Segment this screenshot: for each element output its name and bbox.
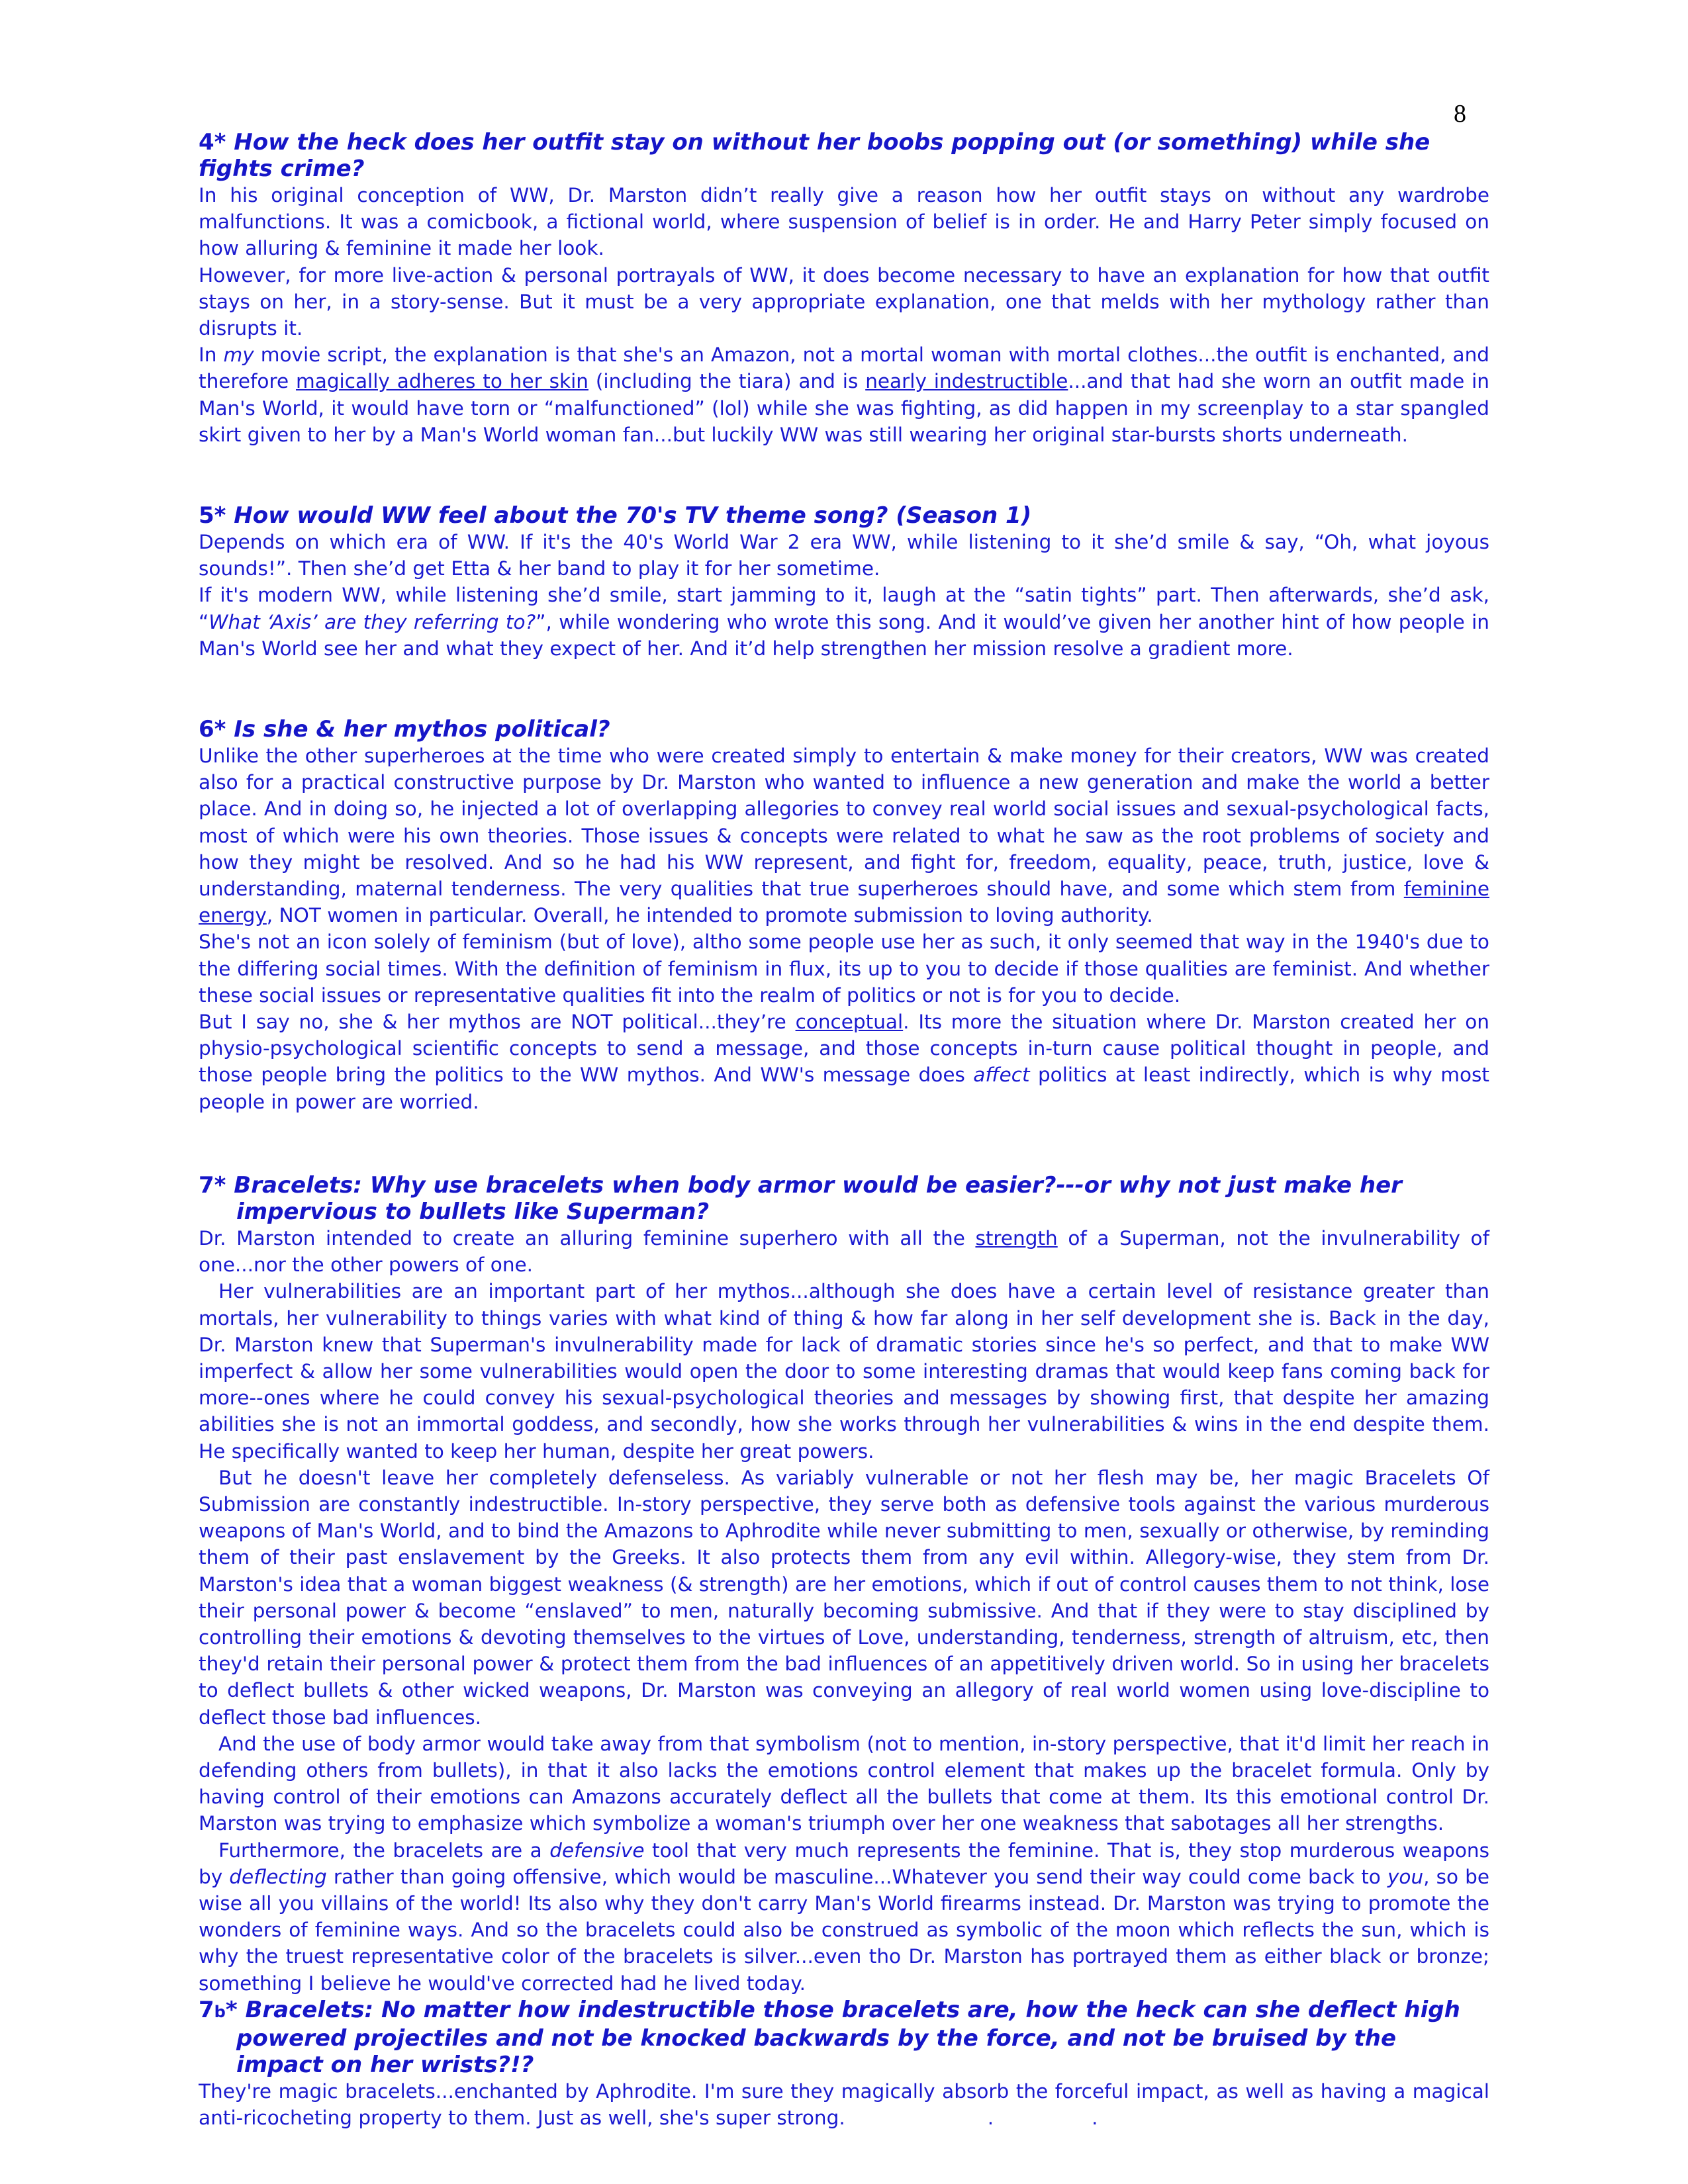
question-number: 7* — [199, 1171, 226, 1199]
italic-text: affect — [973, 1064, 1030, 1087]
paragraph — [199, 743, 1489, 929]
question-number — [199, 1997, 238, 2023]
underlined-text: feminine energy — [199, 878, 1489, 927]
trailing-dot: . — [987, 2106, 994, 2129]
question-heading — [199, 502, 1489, 529]
paragraph — [199, 341, 1489, 448]
question-number-sub: b — [214, 2002, 226, 2021]
question-number-star: * — [225, 1996, 238, 2023]
italic-text: my — [223, 343, 254, 367]
text-run: In — [199, 343, 224, 367]
question-text: Bracelets: No matter how indestructible those bracelets are, how the heck can she deflect high powered projectiles and not be knocked backwards by the force, and not be bruised by the impact on her wrists?!? — [236, 1996, 1460, 2078]
question-number: 5* — [199, 502, 226, 529]
question-text: How would WW feel about the 70's TV theme song? (Season 1) — [234, 502, 1032, 529]
text-run: (including the tiara) and is — [588, 370, 866, 393]
text-run: movie script, the explanation is that she's an Amazon, not a mortal woman with mortal clothes...the outfit is enchanted, and therefore — [199, 343, 1489, 393]
text-run: tool that very much represents the feminine. That is, they stop murderous weapons by — [199, 1839, 1489, 1888]
underlined-text: strength — [975, 1226, 1058, 1250]
text-run: of a Superman, not the invulnerability of one...nor the other powers of one. — [199, 1226, 1489, 1277]
question-heading — [199, 1172, 1489, 1225]
paragraph — [199, 1009, 1489, 1115]
underlined-text: magically adheres to her skin — [296, 370, 588, 393]
italic-text: deflecting — [229, 1865, 327, 1888]
text-run: ...and that had she worn an outfit made in Man's World, it would have torn or “malfunctioned” (lol) while she was fighting, as did happen in my screenplay to a star spangled skirt given to her by a Man's World woman fan...but luckily WW was still wearing her original star-bursts shorts underneath. — [199, 370, 1489, 446]
paragraph — [199, 1225, 1489, 1278]
underlined-text: nearly indestructible — [865, 370, 1068, 393]
paragraph — [199, 2078, 1489, 2131]
text-run: politics at least indirectly, which is why most people in power are worried. — [199, 1064, 1489, 1113]
question-text: Bracelets: Why use bracelets when body armor would be easier?---or why not just make her impervious to bullets like Superman? — [234, 1171, 1402, 1225]
paragraph — [199, 1837, 1489, 1997]
paragraph: Her vulnerabilities are an important part of her mythos...although she does have a certain level of resistance greater than mortals, her vulnerability to things varies with what kind of thing & how far along in her self development she is. Back in the day, Dr. Marston knew that Superman's invulnerability made for lack of dramatic stories since he's so perfect, and that to make WW imperfect & allow her some vulnerabilities would open the door to some interesting dramas that would keep fans coming back for more--ones where he could convey his sexual-psychological theories and messages by showing first, that despite her amazing abilities she is not an immortal goddess, and secondly, how she works through her vulnerabilities & wins in the end despite them. He specifically wanted to keep her human, despite her great powers. — [199, 1280, 1489, 1463]
paragraph — [199, 582, 1489, 662]
section-7b — [199, 1997, 1489, 2131]
text-run: , NOT women in particular. Overall, he intended to promote submission to loving authority. — [266, 904, 1153, 927]
text-run: If it's modern WW, while listening she’d smile, start jamming to it, laugh at the “satin tights” part. Then afterwards, she’d ask, “ — [199, 584, 1489, 633]
text-run: rather than going offensive, which would be masculine...Whatever you send their way could come back to — [326, 1865, 1387, 1888]
text-run: But I say no, she & her mythos are NOT political...they’re — [199, 1011, 796, 1034]
section-6 — [199, 716, 1489, 1115]
question-heading — [199, 1997, 1489, 2078]
text-run: Furthermore, the bracelets are a — [218, 1839, 550, 1862]
text-run: , so be wise all you villains of the world! Its also why they don't carry Man's World firearms instead. Dr. Marston was trying to promote the wonders of feminine ways. And so the bracelets could also be construed as symbolic of the moon which reflects the sun, which is why the truest representative color of the bracelets is silver...even tho Dr. Marston has portrayed them as either black or bronze; something I believe he would've corrected had he lived today. — [199, 1865, 1489, 1995]
section-7 — [199, 1172, 1489, 1997]
question-number: 6* — [199, 716, 226, 743]
text-run: They're magic bracelets...enchanted by Aphrodite. I'm sure they magically absorb the forceful impact, as well as having a magical anti-ricocheting property to them. Just as well, she's super strong. — [199, 2079, 1489, 2129]
question-number: 4* — [199, 129, 226, 156]
trailing-dot: . — [1092, 2106, 1098, 2129]
question-number-main: 7 — [199, 1996, 214, 2023]
text-run: Dr. Marston intended to create an alluring feminine superhero with all the — [199, 1226, 976, 1250]
text-run: Unlike the other superheroes at the time who were created simply to entertain & make money for their creators, WW was created also for a practical constructive purpose by Dr. Marston who wanted to influence a new generation and make the world a better place. And in doing so, he injected a lot of overlapping allegories to convey real world social issues and sexual-psychological facts, most of which were his own theories. Those issues & concepts were related to what he saw as the root problems of society and how they might be resolved. And so he had his WW represent, and fight for, freedom, equality, peace, truth, justice, love & understanding, maternal tenderness. The very qualities that true superheroes should have, and some which stem from — [199, 745, 1489, 901]
italic-text: What ‘Axis’ are they referring to? — [209, 610, 536, 633]
paragraph: And the use of body armor would take away from that symbolism (not to mention, in-story perspective, that it'd limit her reach in defending others from bullets), in that it also lacks the emotions control element that makes up the bracelet formula. Only by having control of their emotions can Amazons accurately deflect all the bullets that come at them. Its this emotional control Dr. Marston was trying to emphasize which symbolize a woman's triumph over her one weakness that sabotages all her strengths. — [199, 1732, 1489, 1835]
section-4 — [199, 129, 1489, 448]
underlined-text: conceptual — [795, 1011, 904, 1034]
italic-text: defensive — [549, 1839, 645, 1862]
document-content — [199, 129, 1489, 2131]
page-number: 8 — [1454, 100, 1466, 128]
question-heading — [199, 716, 1489, 743]
paragraph: Depends on which era of WW. If it's the 40's World War 2 era WW, while listening to it she’d smile & say, “Oh, what joyous sounds!”. Then she’d get Etta & her band to play it for her sometime. — [199, 531, 1489, 580]
paragraph: She's not an icon solely of feminism (but of love), altho some people use her as such, it only seemed that way in the 1940's due to the differing social times. With the definition of feminism in flux, its up to you to decide if those qualities are feminist. And whether these social issues or representative qualities fit into the realm of politics or not is for you to decide. — [199, 931, 1489, 1007]
question-heading — [199, 129, 1489, 182]
question-text: Is she & her mythos political? — [234, 716, 610, 743]
text-run: ”, while wondering who wrote this song. And it would’ve given her another hint of how people in Man's World see her and what they expect of her. And it’d help strengthen her mission resolve a gradient more. — [199, 610, 1489, 660]
section-5 — [199, 502, 1489, 662]
question-text: How the heck does her outfit stay on without her boobs popping out (or something) while she fights crime? — [199, 129, 1430, 182]
paragraph: But he doesn't leave her completely defenseless. As variably vulnerable or not her flesh may be, her magic Bracelets Of Submission are constantly indestructible. In-story perspective, they serve both as defensive tools against the various murderous weapons of Man's World, and to bind the Amazons to Aphrodite while never submitting to men, sexually or otherwise, by reminding them of their past enslavement by the Greeks. It also protects them from any evil within. Allegory-wise, they stem from Dr. Marston's idea that a woman biggest weakness (& strength) are her emotions, which if out of control causes them to not think, lose their personal power & become “enslaved” to men, naturally becoming submissive. And that if they were to stay disciplined by controlling their emotions & devoting themselves to the virtues of Love, understanding, tenderness, strength of altruism, etc, then they'd retain their personal power & protect them from the bad influences of an appetitively driven world. So in using her bracelets to deflect bullets & other wicked weapons, Dr. Marston was conveying an allegory of real world women using love-discipline to deflect those bad influences. — [199, 1466, 1489, 1729]
italic-text: you — [1387, 1865, 1424, 1888]
paragraph: In his original conception of WW, Dr. Marston didn’t really give a reason how her outfit stays on without any wardrobe malfunctions. It was a comicbook, a fictional world, where suspension of belief is in order. He and Harry Peter simply focused on how alluring & feminine it made her look. — [199, 184, 1489, 260]
paragraph: However, for more live-action & personal portrayals of WW, it does become necessary to have an explanation for how that outfit stays on her, in a story-sense. But it must be a very appropriate explanation, one that melds with her mythology rather than disrupts it. — [199, 263, 1489, 340]
text-run: . Its more the situation where Dr. Marston created her on physio-psychological scientific concepts to send a message, and those concepts in-turn cause political thought in people, and those people bring the politics to the WW mythos. And WW's message does — [199, 1011, 1489, 1087]
